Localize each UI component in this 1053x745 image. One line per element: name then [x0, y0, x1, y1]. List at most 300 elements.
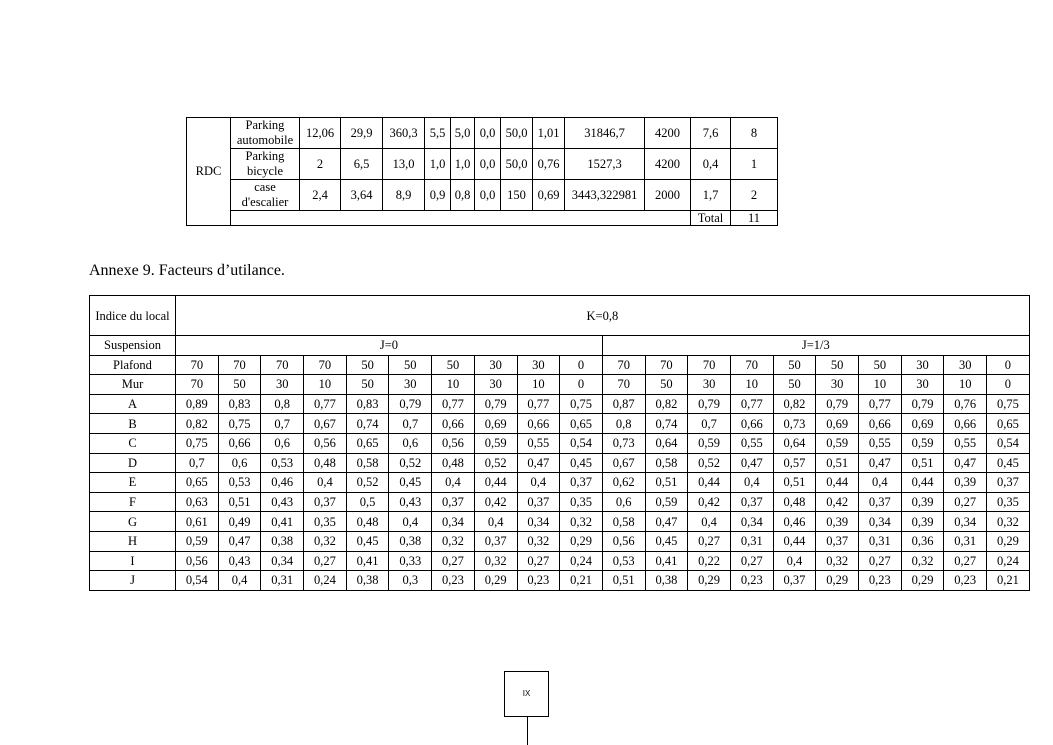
- util-cell: 0,75: [560, 394, 603, 414]
- rdc-cell: 3443,322981: [565, 180, 645, 211]
- rdc-cell: 31846,7: [565, 118, 645, 149]
- rdc-cell: 1527,3: [565, 149, 645, 180]
- util-cell: 0,77: [304, 394, 347, 414]
- util-cell: 0,29: [474, 571, 517, 591]
- util-cell: 0,37: [773, 571, 816, 591]
- footer-line: [527, 716, 528, 745]
- util-cell: 0,79: [901, 394, 944, 414]
- rdc-cell: 0,76: [533, 149, 565, 180]
- util-cell: 0,3: [389, 571, 432, 591]
- util-cell: 0,66: [218, 433, 261, 453]
- util-cell: 0,4: [688, 512, 731, 532]
- rdc-cell: 3,64: [341, 180, 383, 211]
- util-cell: 0,35: [304, 512, 347, 532]
- util-cell: 0,77: [859, 394, 902, 414]
- rdc-row: [187, 118, 778, 149]
- util-cell: 0,27: [432, 551, 475, 571]
- util-row-label: A: [90, 394, 176, 414]
- util-cell: 0,4: [389, 512, 432, 532]
- util-cell: 0,79: [474, 394, 517, 414]
- util-cell: 0,74: [346, 414, 389, 434]
- util-cell: 0,45: [987, 453, 1030, 473]
- rdc-space-name: case d'escalier: [231, 180, 300, 211]
- mur-value: 30: [816, 375, 859, 395]
- plafond-value: 50: [389, 355, 432, 375]
- util-cell: 0,53: [218, 473, 261, 493]
- util-cell: 0,54: [987, 433, 1030, 453]
- rdc-cell: 13,0: [383, 149, 425, 180]
- util-cell: 0,59: [176, 531, 219, 551]
- util-cell: 0,59: [474, 433, 517, 453]
- util-cell: 0,87: [602, 394, 645, 414]
- rdc-cell: 12,06: [300, 118, 341, 149]
- util-cell: 0,47: [859, 453, 902, 473]
- util-cell: 0,45: [389, 473, 432, 493]
- util-cell: 0,62: [602, 473, 645, 493]
- util-cell: 0,37: [859, 492, 902, 512]
- util-cell: 0,31: [730, 531, 773, 551]
- rdc-cell: 0,0: [475, 149, 501, 180]
- util-cell: 0,33: [389, 551, 432, 571]
- util-cell: 0,66: [859, 414, 902, 434]
- plafond-row: [90, 355, 1030, 375]
- util-cell: 0,45: [346, 531, 389, 551]
- util-row-label: J: [90, 571, 176, 591]
- util-cell: 0,64: [645, 433, 688, 453]
- plafond-value: 30: [944, 355, 987, 375]
- util-cell: 0,42: [816, 492, 859, 512]
- mur-value: 30: [389, 375, 432, 395]
- rdc-row: [187, 149, 778, 180]
- util-cell: 0,35: [560, 492, 603, 512]
- util-cell: 0,69: [816, 414, 859, 434]
- util-row: [90, 571, 1030, 591]
- rdc-cell: 0,69: [533, 180, 565, 211]
- util-cell: 0,47: [944, 453, 987, 473]
- util-cell: 0,82: [773, 394, 816, 414]
- util-cell: 0,34: [944, 512, 987, 532]
- util-cell: 0,58: [346, 453, 389, 473]
- util-cell: 0,56: [176, 551, 219, 571]
- rdc-cell: 2,4: [300, 180, 341, 211]
- util-cell: 0,66: [944, 414, 987, 434]
- util-cell: 0,65: [560, 414, 603, 434]
- util-cell: 0,51: [816, 453, 859, 473]
- util-cell: 0,37: [816, 531, 859, 551]
- util-cell: 0,44: [474, 473, 517, 493]
- mur-value: 30: [261, 375, 304, 395]
- util-cell: 0,46: [261, 473, 304, 493]
- util-cell: 0,39: [944, 473, 987, 493]
- util-cell: 0,67: [602, 453, 645, 473]
- util-cell: 0,27: [730, 551, 773, 571]
- util-row: [90, 414, 1030, 434]
- util-cell: 0,27: [859, 551, 902, 571]
- util-cell: 0,51: [773, 473, 816, 493]
- util-cell: 0,73: [602, 433, 645, 453]
- util-cell: 0,6: [261, 433, 304, 453]
- util-cell: 0,51: [218, 492, 261, 512]
- util-cell: 0,24: [560, 551, 603, 571]
- util-cell: 0,27: [517, 551, 560, 571]
- util-cell: 0,42: [474, 492, 517, 512]
- util-cell: 0,29: [901, 571, 944, 591]
- util-cell: 0,58: [602, 512, 645, 532]
- util-cell: 0,6: [389, 433, 432, 453]
- util-cell: 0,53: [602, 551, 645, 571]
- util-cell: 0,32: [304, 531, 347, 551]
- util-cell: 0,66: [730, 414, 773, 434]
- page-number: IX: [522, 689, 531, 698]
- rdc-cell: 6,5: [341, 149, 383, 180]
- plafond-value: 30: [901, 355, 944, 375]
- util-cell: 0,75: [987, 394, 1030, 414]
- rdc-cell: 8,9: [383, 180, 425, 211]
- mur-value: 10: [730, 375, 773, 395]
- suspension-label: Suspension: [90, 336, 176, 356]
- util-cell: 0,52: [389, 453, 432, 473]
- util-cell: 0,27: [688, 531, 731, 551]
- util-cell: 0,54: [560, 433, 603, 453]
- mur-value: 0: [987, 375, 1030, 395]
- util-cell: 0,82: [176, 414, 219, 434]
- util-row-label: D: [90, 453, 176, 473]
- rdc-table: [186, 117, 778, 226]
- util-cell: 0,89: [176, 394, 219, 414]
- util-cell: 0,4: [218, 571, 261, 591]
- util-cell: 0,32: [432, 531, 475, 551]
- util-cell: 0,23: [944, 571, 987, 591]
- util-cell: 0,32: [816, 551, 859, 571]
- util-cell: 0,34: [730, 512, 773, 532]
- plafond-value: 70: [730, 355, 773, 375]
- index-row: [90, 296, 1030, 336]
- mur-value: 50: [645, 375, 688, 395]
- util-cell: 0,7: [688, 414, 731, 434]
- mur-value: 70: [602, 375, 645, 395]
- util-cell: 0,65: [176, 473, 219, 493]
- plafond-value: 70: [304, 355, 347, 375]
- util-row: [90, 551, 1030, 571]
- total-spacer: [231, 211, 691, 226]
- util-cell: 0,63: [176, 492, 219, 512]
- rdc-cell: 2000: [645, 180, 691, 211]
- mur-value: 70: [176, 375, 219, 395]
- util-cell: 0,4: [517, 473, 560, 493]
- util-cell: 0,29: [688, 571, 731, 591]
- util-cell: 0,6: [602, 492, 645, 512]
- util-cell: 0,56: [602, 531, 645, 551]
- util-cell: 0,4: [474, 512, 517, 532]
- util-row: [90, 531, 1030, 551]
- mur-value: 10: [944, 375, 987, 395]
- util-cell: 0,34: [261, 551, 304, 571]
- rdc-cell: 0,4: [691, 149, 731, 180]
- util-cell: 0,32: [517, 531, 560, 551]
- util-row-label: I: [90, 551, 176, 571]
- plafond-value: 70: [688, 355, 731, 375]
- util-cell: 0,38: [645, 571, 688, 591]
- util-cell: 0,4: [859, 473, 902, 493]
- util-cell: 0,21: [560, 571, 603, 591]
- plafond-value: 70: [645, 355, 688, 375]
- rdc-cell: 0,9: [425, 180, 451, 211]
- util-cell: 0,37: [987, 473, 1030, 493]
- util-cell: 0,7: [176, 453, 219, 473]
- plafond-value: 70: [218, 355, 261, 375]
- plafond-value: 50: [773, 355, 816, 375]
- util-cell: 0,39: [901, 512, 944, 532]
- util-cell: 0,4: [773, 551, 816, 571]
- total-row: [187, 211, 778, 226]
- util-row: [90, 473, 1030, 493]
- util-cell: 0,7: [261, 414, 304, 434]
- plafond-value: 50: [432, 355, 475, 375]
- util-cell: 0,77: [432, 394, 475, 414]
- util-row-label: F: [90, 492, 176, 512]
- total-label: Total: [691, 211, 731, 226]
- total-value: 11: [731, 211, 778, 226]
- rdc-cell: 29,9: [341, 118, 383, 149]
- mur-value: 10: [517, 375, 560, 395]
- util-cell: 0,59: [688, 433, 731, 453]
- util-cell: 0,53: [261, 453, 304, 473]
- plafond-label: Plafond: [90, 355, 176, 375]
- util-cell: 0,61: [176, 512, 219, 532]
- util-cell: 0,48: [773, 492, 816, 512]
- util-row: [90, 433, 1030, 453]
- rdc-group-label: RDC: [187, 118, 231, 226]
- rdc-cell: 5,5: [425, 118, 451, 149]
- util-cell: 0,41: [346, 551, 389, 571]
- util-cell: 0,27: [944, 551, 987, 571]
- page-number-box: [504, 671, 549, 717]
- util-cell: 0,35: [987, 492, 1030, 512]
- util-cell: 0,34: [517, 512, 560, 532]
- util-row-label: C: [90, 433, 176, 453]
- util-cell: 0,52: [474, 453, 517, 473]
- util-cell: 0,66: [432, 414, 475, 434]
- util-cell: 0,57: [773, 453, 816, 473]
- rdc-cell: 7,6: [691, 118, 731, 149]
- util-cell: 0,23: [859, 571, 902, 591]
- k-label: K=0,8: [176, 296, 1030, 336]
- util-cell: 0,31: [261, 571, 304, 591]
- util-cell: 0,4: [304, 473, 347, 493]
- util-cell: 0,83: [346, 394, 389, 414]
- util-cell: 0,27: [944, 492, 987, 512]
- rdc-cell: 2: [300, 149, 341, 180]
- util-cell: 0,77: [730, 394, 773, 414]
- mur-label: Mur: [90, 375, 176, 395]
- plafond-value: 50: [816, 355, 859, 375]
- mur-value: 50: [773, 375, 816, 395]
- util-cell: 0,77: [517, 394, 560, 414]
- rdc-cell: 2: [731, 180, 778, 211]
- utilance-table-body: [90, 296, 1030, 591]
- util-cell: 0,65: [346, 433, 389, 453]
- util-cell: 0,79: [688, 394, 731, 414]
- util-row-label: H: [90, 531, 176, 551]
- suspension-row: [90, 336, 1030, 356]
- util-cell: 0,24: [987, 551, 1030, 571]
- util-cell: 0,54: [176, 571, 219, 591]
- rdc-cell: 1,01: [533, 118, 565, 149]
- util-row-label: B: [90, 414, 176, 434]
- util-cell: 0,37: [517, 492, 560, 512]
- util-cell: 0,55: [944, 433, 987, 453]
- rdc-cell: 150: [501, 180, 533, 211]
- util-cell: 0,6: [218, 453, 261, 473]
- util-cell: 0,37: [304, 492, 347, 512]
- util-cell: 0,39: [901, 492, 944, 512]
- util-row: [90, 394, 1030, 414]
- plafond-value: 70: [602, 355, 645, 375]
- util-cell: 0,47: [517, 453, 560, 473]
- util-cell: 0,75: [176, 433, 219, 453]
- util-cell: 0,66: [517, 414, 560, 434]
- util-cell: 0,29: [987, 531, 1030, 551]
- mur-value: 0: [560, 375, 603, 395]
- util-cell: 0,31: [859, 531, 902, 551]
- util-cell: 0,5: [346, 492, 389, 512]
- mur-value: 10: [859, 375, 902, 395]
- util-cell: 0,73: [773, 414, 816, 434]
- util-cell: 0,47: [645, 512, 688, 532]
- j13-label: J=1/3: [602, 336, 1029, 356]
- util-cell: 0,64: [773, 433, 816, 453]
- plafond-value: 30: [474, 355, 517, 375]
- util-cell: 0,41: [261, 512, 304, 532]
- rdc-cell: 1,7: [691, 180, 731, 211]
- mur-value: 50: [346, 375, 389, 395]
- util-cell: 0,23: [432, 571, 475, 591]
- util-cell: 0,59: [645, 492, 688, 512]
- util-row: [90, 492, 1030, 512]
- util-cell: 0,79: [389, 394, 432, 414]
- util-cell: 0,34: [859, 512, 902, 532]
- util-cell: 0,48: [304, 453, 347, 473]
- util-cell: 0,55: [859, 433, 902, 453]
- util-cell: 0,51: [901, 453, 944, 473]
- util-cell: 0,29: [560, 531, 603, 551]
- util-cell: 0,58: [645, 453, 688, 473]
- util-cell: 0,37: [474, 531, 517, 551]
- rdc-space-name: Parking bicycle: [231, 149, 300, 180]
- util-cell: 0,38: [389, 531, 432, 551]
- utilance-table: [89, 295, 1030, 591]
- rdc-cell: 0,0: [475, 180, 501, 211]
- util-cell: 0,24: [304, 571, 347, 591]
- util-cell: 0,47: [218, 531, 261, 551]
- plafond-value: 70: [176, 355, 219, 375]
- util-cell: 0,51: [602, 571, 645, 591]
- util-row: [90, 512, 1030, 532]
- util-cell: 0,37: [730, 492, 773, 512]
- util-cell: 0,37: [560, 473, 603, 493]
- util-cell: 0,41: [645, 551, 688, 571]
- util-cell: 0,27: [304, 551, 347, 571]
- rdc-cell: 0,8: [451, 180, 475, 211]
- util-cell: 0,44: [901, 473, 944, 493]
- util-cell: 0,55: [517, 433, 560, 453]
- util-cell: 0,52: [346, 473, 389, 493]
- annex-title: Annexe 9. Facteurs d’utilance.: [89, 262, 285, 279]
- util-cell: 0,36: [901, 531, 944, 551]
- util-cell: 0,67: [304, 414, 347, 434]
- mur-value: 30: [688, 375, 731, 395]
- util-cell: 0,44: [816, 473, 859, 493]
- util-cell: 0,44: [688, 473, 731, 493]
- util-cell: 0,34: [432, 512, 475, 532]
- util-row: [90, 453, 1030, 473]
- util-cell: 0,32: [987, 512, 1030, 532]
- util-cell: 0,75: [218, 414, 261, 434]
- util-cell: 0,48: [346, 512, 389, 532]
- rdc-cell: 4200: [645, 149, 691, 180]
- util-cell: 0,59: [816, 433, 859, 453]
- util-cell: 0,48: [432, 453, 475, 473]
- rdc-table-body: [187, 118, 778, 226]
- rdc-space-name: Parking automobile: [231, 118, 300, 149]
- util-cell: 0,56: [432, 433, 475, 453]
- util-cell: 0,43: [389, 492, 432, 512]
- util-cell: 0,43: [261, 492, 304, 512]
- rdc-row: [187, 180, 778, 211]
- util-cell: 0,37: [432, 492, 475, 512]
- plafond-value: 50: [346, 355, 389, 375]
- util-cell: 0,44: [773, 531, 816, 551]
- util-cell: 0,47: [730, 453, 773, 473]
- index-label: Indice du local: [90, 296, 176, 336]
- util-cell: 0,55: [730, 433, 773, 453]
- util-cell: 0,42: [688, 492, 731, 512]
- util-cell: 0,56: [304, 433, 347, 453]
- util-cell: 0,7: [389, 414, 432, 434]
- util-cell: 0,43: [218, 551, 261, 571]
- util-cell: 0,51: [645, 473, 688, 493]
- util-cell: 0,38: [346, 571, 389, 591]
- util-cell: 0,23: [517, 571, 560, 591]
- util-cell: 0,32: [560, 512, 603, 532]
- util-cell: 0,32: [474, 551, 517, 571]
- util-cell: 0,23: [730, 571, 773, 591]
- rdc-cell: 50,0: [501, 149, 533, 180]
- util-cell: 0,74: [645, 414, 688, 434]
- util-row-label: E: [90, 473, 176, 493]
- util-cell: 0,65: [987, 414, 1030, 434]
- util-cell: 0,82: [645, 394, 688, 414]
- util-cell: 0,31: [944, 531, 987, 551]
- util-cell: 0,83: [218, 394, 261, 414]
- util-row-label: G: [90, 512, 176, 532]
- rdc-cell: 50,0: [501, 118, 533, 149]
- rdc-cell: 1: [731, 149, 778, 180]
- rdc-cell: 1,0: [451, 149, 475, 180]
- util-cell: 0,45: [560, 453, 603, 473]
- util-cell: 0,59: [901, 433, 944, 453]
- rdc-cell: 5,0: [451, 118, 475, 149]
- util-cell: 0,21: [987, 571, 1030, 591]
- util-cell: 0,79: [816, 394, 859, 414]
- util-cell: 0,52: [688, 453, 731, 473]
- util-cell: 0,38: [261, 531, 304, 551]
- rdc-cell: 360,3: [383, 118, 425, 149]
- plafond-value: 0: [987, 355, 1030, 375]
- mur-value: 30: [474, 375, 517, 395]
- util-cell: 0,45: [645, 531, 688, 551]
- util-cell: 0,69: [474, 414, 517, 434]
